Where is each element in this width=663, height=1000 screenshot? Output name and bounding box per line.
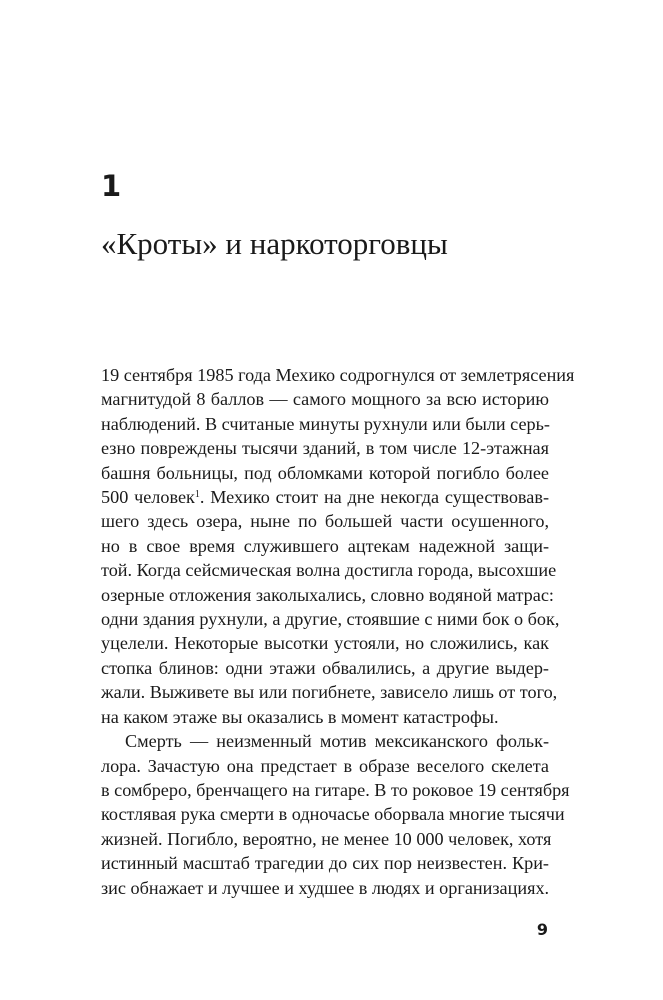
text-line: езно повреждены тысячи зданий, в том числе 12-этажная (101, 438, 549, 459)
text-line: наблюдений. В считаные минуты рухнули или были серь- (101, 413, 550, 434)
text-line: 19 сентября 1985 года Мехико содрогнулся от землетрясения (101, 365, 575, 385)
text-line: уцелели. Некоторые высотки устояли, но сложились, как (101, 633, 549, 654)
text-line: той. Когда сейсмическая волна достигла города, высохшие (101, 560, 557, 581)
body-text (101, 363, 575, 900)
text-line: шего здесь озера, ныне по большей части осушенного, (101, 511, 549, 532)
chapter-title: «Кроты» и наркоторговцы (101, 226, 448, 261)
text-line: жали. Выживете вы или погибнете, зависело лишь от того, (101, 682, 558, 703)
text-line: магнитудой 8 баллов — самого мощного за всю историю (101, 389, 549, 410)
text-line: Смерть — неизменный мотив мексиканского фольк- (125, 731, 549, 752)
text-line: костлявая рука смерти в одночасье оборвала многие тысячи (101, 804, 565, 825)
text-line: одни здания рухнули, а другие, стоявшие с ними бок о бок, (101, 609, 560, 630)
text-line: но в свое время служившего ацтекам надежной защи- (101, 535, 549, 556)
chapter-number: 1 (101, 169, 122, 203)
text-line: жизней. Погибло, вероятно, не менее 10 000 человек, хотя (101, 828, 552, 849)
text-line: башня больницы, под обломками которой погибло более (101, 462, 549, 483)
text-fragment: 500 человек (101, 487, 195, 508)
footnote-reference[interactable]: 1 (194, 489, 200, 501)
text-line-with-footnote (101, 485, 549, 509)
text-line: озерные отложения заколыхались, словно водяной матрас: (101, 584, 554, 605)
text-line: стопка блинов: одни этажи обвалились, а другие выдер- (101, 657, 549, 678)
text-line: на каком этаже вы оказались в момент катастрофы. (101, 706, 499, 727)
text-line: истинный масштаб трагедии до сих пор неизвестен. Кри- (101, 853, 549, 874)
text-fragment: . Мехико стоит на дне некогда существовав- (199, 487, 549, 508)
page-number: 9 (536, 920, 548, 939)
text-line: в сомбреро, бренчащего на гитаре. В то роковое 19 сентября (101, 779, 570, 800)
text-line: лора. Зачастую она предстает в образе веселого скелета (101, 755, 549, 776)
text-line: зис обнажает и лучшее и худшее в людях и организациях. (101, 877, 550, 898)
